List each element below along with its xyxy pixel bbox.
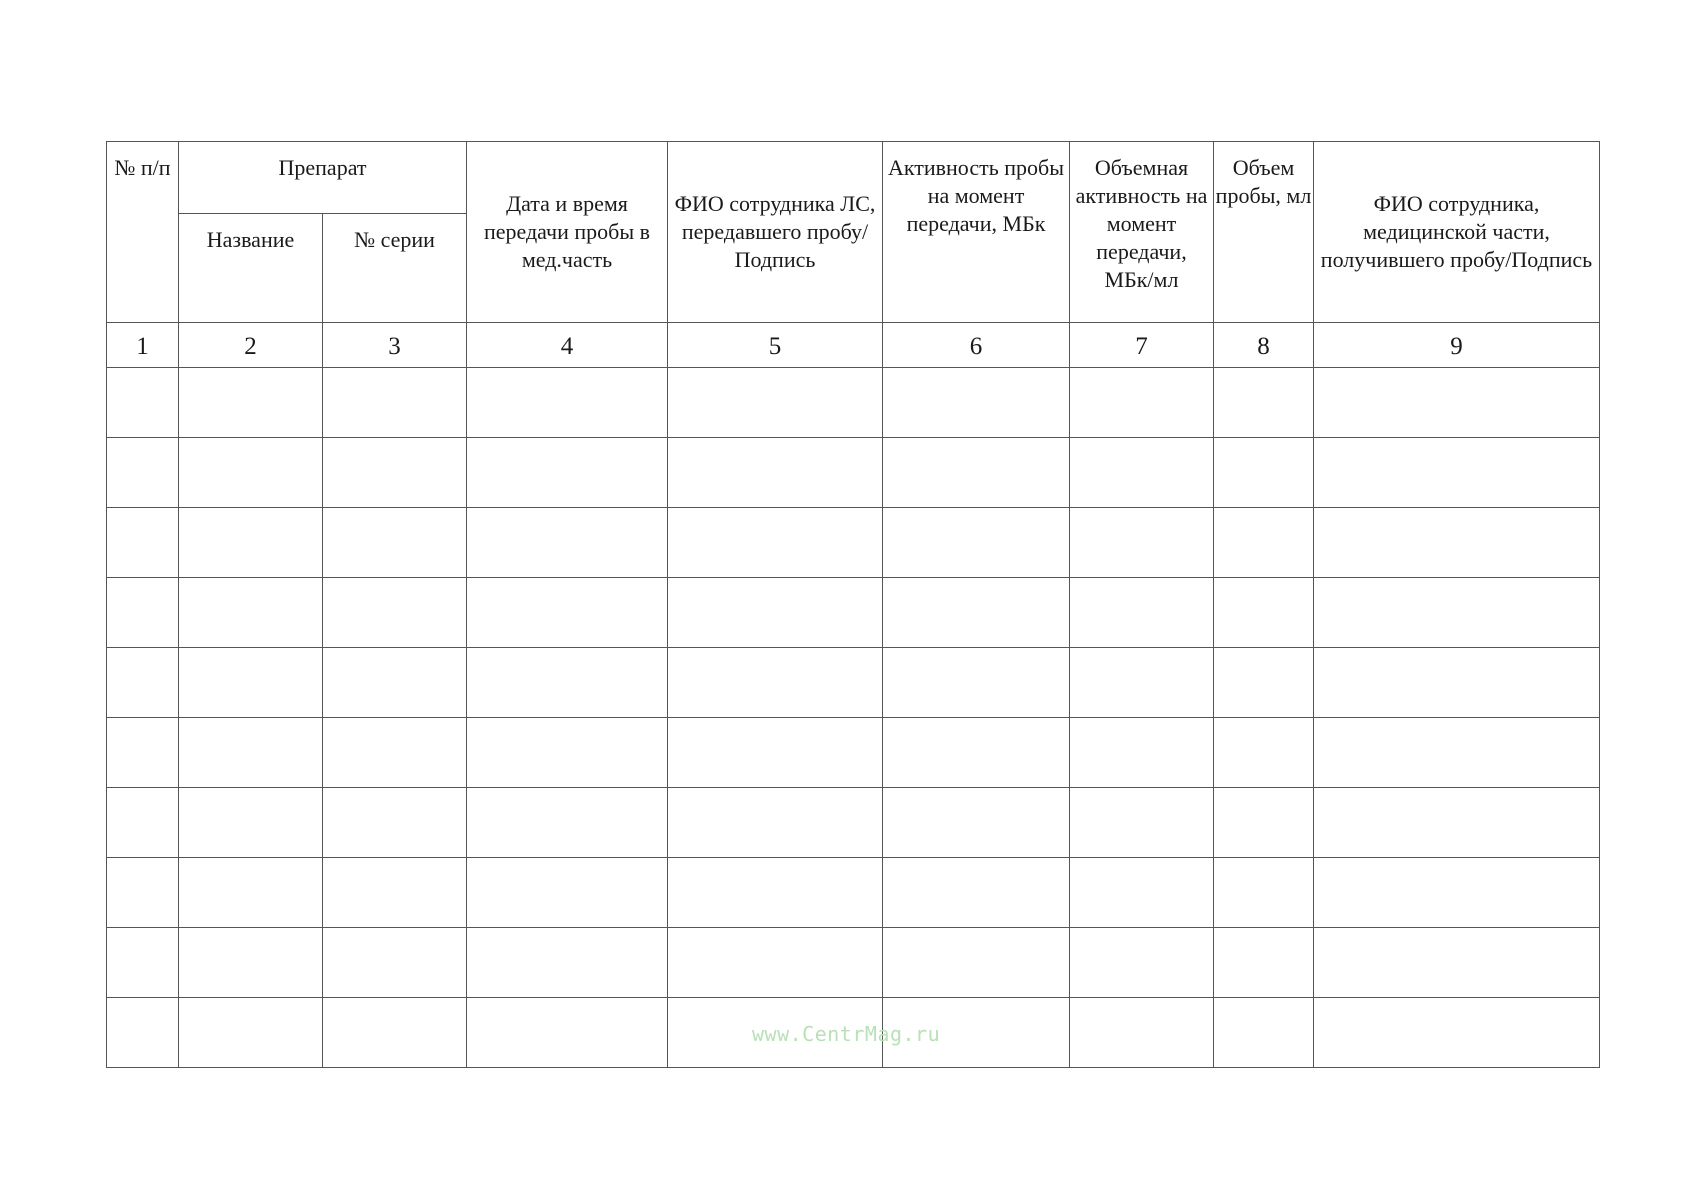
log-entry-cell[interactable] bbox=[467, 368, 668, 438]
log-entry-cell[interactable] bbox=[1070, 928, 1214, 998]
log-entry-cell[interactable] bbox=[467, 508, 668, 578]
header-activity: Активность пробы на момент передачи, МБк bbox=[883, 142, 1070, 323]
log-entry-cell[interactable] bbox=[668, 578, 883, 648]
log-entry-cell[interactable] bbox=[467, 578, 668, 648]
log-entry-row bbox=[107, 928, 1600, 998]
log-entry-cell[interactable] bbox=[467, 718, 668, 788]
header-transfer-datetime: Дата и время передачи пробы в мед.часть bbox=[467, 142, 668, 323]
header-num: № п/п bbox=[107, 142, 179, 323]
log-entry-cell[interactable] bbox=[668, 648, 883, 718]
log-entry-cell[interactable] bbox=[107, 648, 179, 718]
log-entry-cell[interactable] bbox=[883, 928, 1070, 998]
log-entry-cell[interactable] bbox=[107, 788, 179, 858]
log-entry-cell[interactable] bbox=[1214, 788, 1314, 858]
column-number: 7 bbox=[1070, 323, 1214, 368]
log-entry-cell[interactable] bbox=[467, 928, 668, 998]
log-entry-cell[interactable] bbox=[179, 928, 323, 998]
log-entry-cell[interactable] bbox=[668, 858, 883, 928]
log-entry-cell[interactable] bbox=[179, 998, 323, 1068]
log-entry-cell[interactable] bbox=[1070, 438, 1214, 508]
log-entry-row bbox=[107, 438, 1600, 508]
column-number: 4 bbox=[467, 323, 668, 368]
log-entry-cell[interactable] bbox=[323, 648, 467, 718]
log-entry-cell[interactable] bbox=[883, 438, 1070, 508]
log-entry-row bbox=[107, 368, 1600, 438]
log-entry-cell[interactable] bbox=[323, 368, 467, 438]
log-entry-cell[interactable] bbox=[883, 718, 1070, 788]
log-entry-cell[interactable] bbox=[1314, 998, 1600, 1068]
log-entry-cell[interactable] bbox=[1314, 928, 1600, 998]
log-entry-cell[interactable] bbox=[467, 648, 668, 718]
log-entry-cell[interactable] bbox=[107, 578, 179, 648]
log-entry-cell[interactable] bbox=[1214, 438, 1314, 508]
log-entry-cell[interactable] bbox=[1214, 998, 1314, 1068]
log-entry-cell[interactable] bbox=[1214, 508, 1314, 578]
log-entry-cell[interactable] bbox=[179, 578, 323, 648]
log-entry-cell[interactable] bbox=[179, 438, 323, 508]
log-entry-cell[interactable] bbox=[883, 858, 1070, 928]
log-entry-row bbox=[107, 648, 1600, 718]
column-number: 6 bbox=[883, 323, 1070, 368]
watermark: www.CentrMag.ru bbox=[752, 1022, 941, 1046]
log-entry-cell[interactable] bbox=[323, 788, 467, 858]
log-entry-cell[interactable] bbox=[1314, 648, 1600, 718]
log-entry-cell[interactable] bbox=[107, 438, 179, 508]
log-entry-cell[interactable] bbox=[1070, 368, 1214, 438]
sample-transfer-log-table bbox=[106, 141, 1600, 1068]
log-entry-cell[interactable] bbox=[1070, 648, 1214, 718]
column-number: 8 bbox=[1214, 323, 1314, 368]
log-entry-cell[interactable] bbox=[467, 788, 668, 858]
log-entry-row bbox=[107, 858, 1600, 928]
log-entry-cell[interactable] bbox=[1070, 788, 1214, 858]
log-entry-cell[interactable] bbox=[107, 368, 179, 438]
log-entry-cell[interactable] bbox=[179, 508, 323, 578]
log-entry-cell[interactable] bbox=[467, 858, 668, 928]
log-entry-cell[interactable] bbox=[1214, 928, 1314, 998]
header-drug: Препарат bbox=[179, 142, 467, 214]
log-entry-cell[interactable] bbox=[1214, 368, 1314, 438]
header-drug-series: № серии bbox=[323, 214, 467, 323]
column-number: 1 bbox=[107, 323, 179, 368]
log-entry-cell[interactable] bbox=[883, 368, 1070, 438]
log-entry-cell[interactable] bbox=[1214, 858, 1314, 928]
log-entry-cell[interactable] bbox=[1214, 718, 1314, 788]
log-entry-cell[interactable] bbox=[1070, 508, 1214, 578]
header-sender: ФИО сотрудника ЛС, передавшего пробу/Подпись bbox=[668, 142, 883, 323]
log-entry-cell[interactable] bbox=[668, 438, 883, 508]
log-entry-cell[interactable] bbox=[323, 998, 467, 1068]
log-entry-row bbox=[107, 788, 1600, 858]
log-entry-cell[interactable] bbox=[1070, 718, 1214, 788]
log-entry-cell[interactable] bbox=[107, 508, 179, 578]
log-entry-cell[interactable] bbox=[883, 648, 1070, 718]
column-number: 2 bbox=[179, 323, 323, 368]
header-volume-activity: Объемная активность на момент передачи, МБк/мл bbox=[1070, 142, 1214, 323]
log-entry-cell[interactable] bbox=[107, 858, 179, 928]
log-entry-cell[interactable] bbox=[179, 788, 323, 858]
log-entry-cell[interactable] bbox=[179, 718, 323, 788]
log-entry-cell[interactable] bbox=[107, 718, 179, 788]
log-entry-cell[interactable] bbox=[323, 928, 467, 998]
log-entry-cell[interactable] bbox=[1314, 718, 1600, 788]
log-entry-cell[interactable] bbox=[323, 858, 467, 928]
log-entry-row bbox=[107, 508, 1600, 578]
log-entry-cell[interactable] bbox=[668, 928, 883, 998]
log-entry-cell[interactable] bbox=[107, 998, 179, 1068]
log-entry-cell[interactable] bbox=[467, 998, 668, 1068]
log-entry-cell[interactable] bbox=[107, 928, 179, 998]
log-entry-cell[interactable] bbox=[1314, 438, 1600, 508]
header-volume: Объем пробы, мл bbox=[1214, 142, 1314, 323]
log-entry-cell[interactable] bbox=[323, 438, 467, 508]
header-receiver: ФИО сотрудника, медицинской части, получившего пробу/Подпись bbox=[1314, 142, 1600, 323]
log-entry-cell[interactable] bbox=[668, 508, 883, 578]
log-entry-cell[interactable] bbox=[883, 578, 1070, 648]
log-entry-cell[interactable] bbox=[1314, 508, 1600, 578]
log-entry-cell[interactable] bbox=[668, 368, 883, 438]
log-entry-cell[interactable] bbox=[1314, 788, 1600, 858]
log-entry-cell[interactable] bbox=[467, 438, 668, 508]
log-entry-cell[interactable] bbox=[1314, 368, 1600, 438]
log-entry-cell[interactable] bbox=[1214, 648, 1314, 718]
log-entry-cell[interactable] bbox=[179, 368, 323, 438]
log-entry-cell[interactable] bbox=[323, 578, 467, 648]
column-number: 5 bbox=[668, 323, 883, 368]
column-number: 9 bbox=[1314, 323, 1600, 368]
log-entry-cell[interactable] bbox=[668, 718, 883, 788]
log-entry-cell[interactable] bbox=[668, 788, 883, 858]
column-number-row bbox=[107, 323, 1600, 368]
log-entry-row bbox=[107, 578, 1600, 648]
log-entry-cell[interactable] bbox=[323, 508, 467, 578]
log-entry-cell[interactable] bbox=[179, 648, 323, 718]
log-entry-row bbox=[107, 718, 1600, 788]
column-number: 3 bbox=[323, 323, 467, 368]
log-entry-cell[interactable] bbox=[1070, 858, 1214, 928]
log-entry-cell[interactable] bbox=[883, 788, 1070, 858]
log-entry-cell[interactable] bbox=[1214, 578, 1314, 648]
log-entry-cell[interactable] bbox=[323, 718, 467, 788]
log-body bbox=[107, 368, 1600, 1068]
log-entry-cell[interactable] bbox=[883, 508, 1070, 578]
log-entry-cell[interactable] bbox=[1070, 578, 1214, 648]
log-entry-cell[interactable] bbox=[1314, 858, 1600, 928]
header-drug-name: Название bbox=[179, 214, 323, 323]
log-entry-cell[interactable] bbox=[179, 858, 323, 928]
log-entry-cell[interactable] bbox=[1314, 578, 1600, 648]
log-entry-cell[interactable] bbox=[1070, 998, 1214, 1068]
